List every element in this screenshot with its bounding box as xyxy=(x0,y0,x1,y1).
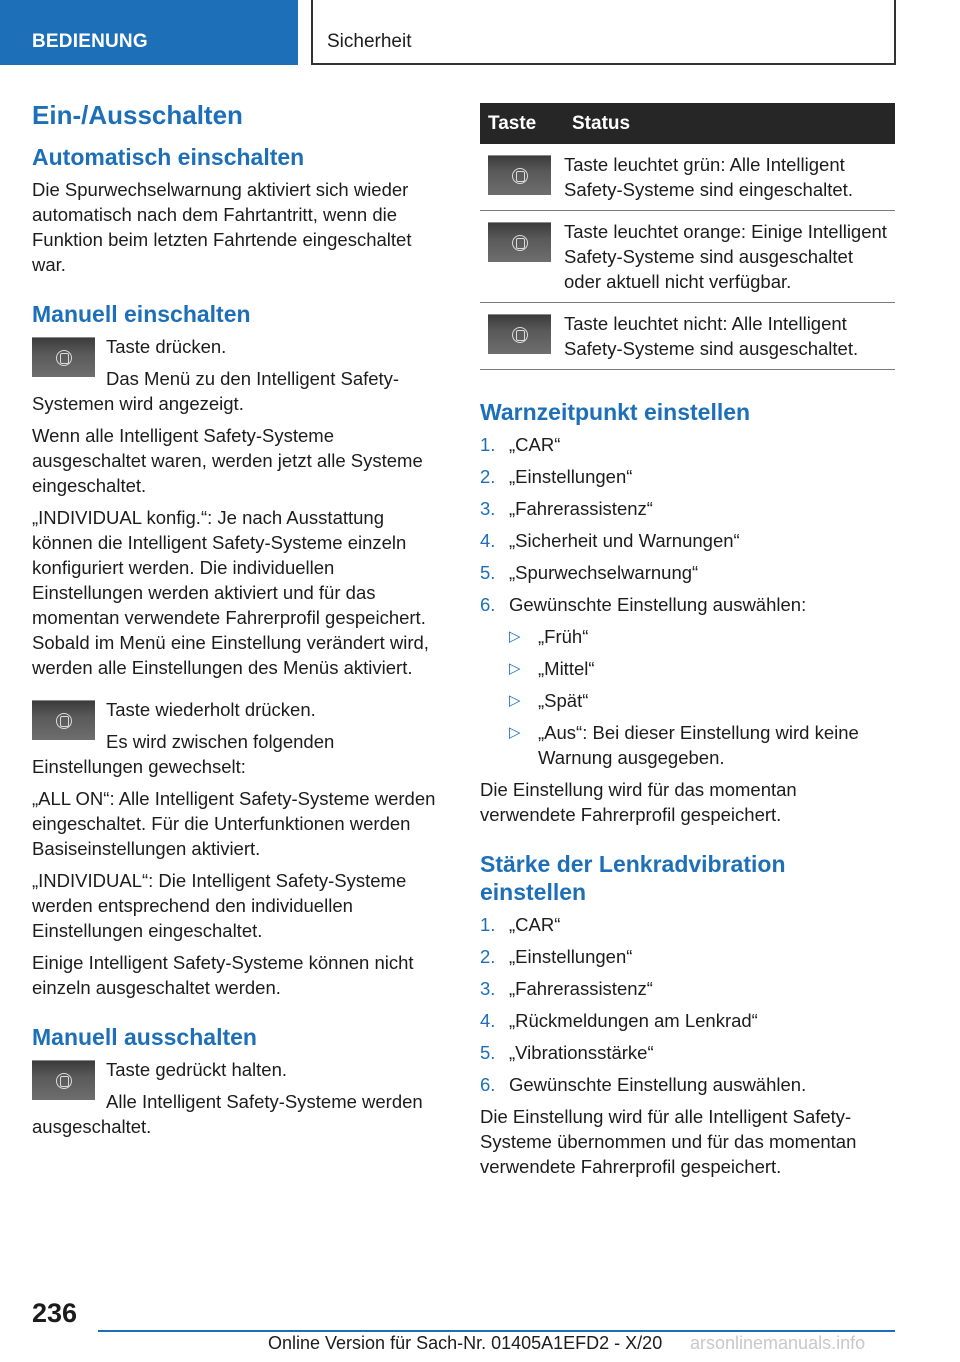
heading-lenkradvibration: Stärke der Lenkradvibration einstellen xyxy=(480,851,786,906)
table-cell-key xyxy=(480,211,564,303)
option-item xyxy=(509,624,895,649)
section-title: BEDIENUNG xyxy=(32,31,148,52)
table-cell-status: Taste leuchtet grün: Alle Intelligent Safety-Systeme sind eingeschaltet. xyxy=(564,144,895,211)
list-item xyxy=(480,1040,895,1065)
list-item xyxy=(480,592,895,770)
option-item xyxy=(509,656,895,681)
safety-button-image xyxy=(488,314,551,354)
step-number: 6. xyxy=(480,1074,496,1096)
safety-icon xyxy=(512,235,528,251)
table-cell-status: Taste leuchtet orange: Einige Intelligent Safety-Systeme sind ausgeschaltet oder aktuell nicht verfügbar. xyxy=(564,211,895,303)
safety-icon xyxy=(56,350,72,366)
left-column xyxy=(32,100,440,1146)
step-number: 4. xyxy=(480,1010,496,1032)
step-number: 4. xyxy=(480,530,496,552)
watermark: arsonlinemanuals.info xyxy=(690,1333,866,1353)
option-text: „Mittel“ xyxy=(538,658,595,680)
footer-text: Online Version für Sach-Nr. 01405A1EFD2 - X/20 xyxy=(268,1333,663,1353)
steps-list-vibration xyxy=(480,912,895,1097)
key-instruction xyxy=(32,1057,440,1139)
table-cell-key xyxy=(480,144,564,211)
page-number: 236 xyxy=(32,1298,78,1328)
safety-icon xyxy=(56,1073,72,1089)
heading-warnzeitpunkt: Warnzeitpunkt einstellen xyxy=(480,399,751,425)
table-cell-status: Taste leuchtet nicht: Alle Intelligent Safety-Systeme sind ausgeschaltet. xyxy=(564,303,895,370)
table-header-row xyxy=(480,103,895,144)
triangle-bullet-icon: ▷ xyxy=(509,692,521,710)
paragraph: „INDIVIDUAL konfig.“: Je nach Ausstattung können die Intelligent Safety-Systeme einzeln konfiguriert werden. Die individuellen Einstellungen werden aktiviert und für das momentan verwendete Fahrerprofil gespeichert. Sobald im Menü eine Einstellung verändert wird, werden alle Einstellungen des Menüs aktiviert. xyxy=(32,507,429,679)
list-item xyxy=(480,528,895,553)
step-number: 1. xyxy=(480,434,496,456)
step-number: 5. xyxy=(480,562,496,584)
footer-divider xyxy=(98,1330,895,1332)
table-cell-key xyxy=(480,303,564,370)
list-item xyxy=(480,1008,895,1033)
paragraph: „ALL ON“: Alle Intelligent Safety-Systeme werden eingeschaltet. Für die Unterfunktionen werden Basiseinstellungen aktiviert. xyxy=(32,788,436,860)
safety-icon xyxy=(56,713,72,729)
safety-button-image xyxy=(32,337,95,377)
options-list xyxy=(509,624,895,770)
step-number: 5. xyxy=(480,1042,496,1064)
step-number: 3. xyxy=(480,978,496,1000)
safety-button-image xyxy=(488,222,551,262)
list-item xyxy=(480,496,895,521)
paragraph: Wenn alle Intelligent Safety-Systeme ausgeschaltet waren, werden jetzt alle Systeme eingeschaltet. xyxy=(32,425,423,497)
step-text: „CAR“ xyxy=(509,434,561,456)
paragraph: Die Einstellung wird für das momentan verwendete Fahrerprofil gespeichert. xyxy=(480,779,797,826)
table-row xyxy=(480,303,895,370)
step-text: Gewünschte Einstellung auswählen: xyxy=(509,594,807,616)
heading-manuell-einschalten: Manuell einschalten xyxy=(32,301,251,328)
key-instruction xyxy=(32,334,440,416)
list-item xyxy=(480,1072,895,1097)
section-tab xyxy=(0,0,298,65)
paragraph: Die Einstellung wird für alle Intelligent Safety-Systeme übernommen und für das momentan verwendete Fahrerprofil gespeichert. xyxy=(480,1106,857,1178)
step-text: „Rückmeldungen am Lenkrad“ xyxy=(509,1010,758,1032)
safety-button-image xyxy=(488,155,551,195)
paragraph: Einige Intelligent Safety-Systeme können nicht einzeln ausgeschaltet werden. xyxy=(32,952,414,999)
step-text: „Fahrerassistenz“ xyxy=(509,498,653,520)
option-item xyxy=(509,720,895,770)
list-item xyxy=(480,432,895,457)
list-item xyxy=(480,944,895,969)
paragraph: Die Spurwechselwarnung aktiviert sich wieder automatisch nach dem Fahrtantritt, wenn die Funktion beim letzten Fahrtende eingeschaltet war. xyxy=(32,179,412,276)
list-item xyxy=(480,912,895,937)
paragraph: Alle Intelligent Safety-Systeme werden ausgeschaltet. xyxy=(32,1091,423,1138)
step-text: „Vibrationsstärke“ xyxy=(509,1042,654,1064)
step-number: 2. xyxy=(480,946,496,968)
list-item xyxy=(480,560,895,585)
paragraph: Es wird zwischen folgenden Einstellungen gewechselt: xyxy=(32,731,335,778)
safety-icon xyxy=(512,168,528,184)
column-header-status: Status xyxy=(564,103,895,144)
triangle-bullet-icon: ▷ xyxy=(509,628,521,646)
paragraph: Taste drücken. xyxy=(106,336,227,358)
steps-list-warn xyxy=(480,432,895,770)
step-text: Gewünschte Einstellung auswählen. xyxy=(509,1074,807,1096)
key-instruction xyxy=(32,697,440,779)
option-text: „Früh“ xyxy=(538,626,589,648)
step-text: „Spurwechselwarnung“ xyxy=(509,562,699,584)
column-header-key: Taste xyxy=(480,103,564,144)
step-number: 3. xyxy=(480,498,496,520)
paragraph: „INDIVIDUAL“: Die Intelligent Safety-Systeme werden entsprechend den individuellen Einstellungen eingeschaltet. xyxy=(32,870,407,942)
paragraph: Taste wiederholt drücken. xyxy=(106,699,316,721)
table-row xyxy=(480,211,895,303)
step-text: „Fahrerassistenz“ xyxy=(509,978,653,1000)
heading-automatisch: Automatisch einschalten xyxy=(32,144,305,171)
heading-ein-ausschalten: Ein-/Ausschalten xyxy=(32,100,243,130)
option-text: „Aus“: Bei dieser Einstellung wird keine Warnung ausgegeben. xyxy=(538,722,859,769)
safety-button-image xyxy=(32,1060,95,1100)
step-text: „Sicherheit und Warnungen“ xyxy=(509,530,740,552)
step-text: „CAR“ xyxy=(509,914,561,936)
option-text: „Spät“ xyxy=(538,690,589,712)
table-row xyxy=(480,144,895,211)
step-number: 1. xyxy=(480,914,496,936)
status-table xyxy=(480,103,895,370)
paragraph: Das Menü zu den Intelligent Safety-Systemen wird angezeigt. xyxy=(32,368,400,415)
heading-manuell-ausschalten: Manuell ausschalten xyxy=(32,1024,257,1051)
option-item xyxy=(509,688,895,713)
step-text: „Einstellungen“ xyxy=(509,466,633,488)
step-number: 2. xyxy=(480,466,496,488)
chapter-title: Sicherheit xyxy=(327,31,412,52)
right-column xyxy=(480,103,895,1186)
safety-icon xyxy=(512,327,528,343)
list-item xyxy=(480,464,895,489)
step-number: 6. xyxy=(480,594,496,616)
list-item xyxy=(480,976,895,1001)
safety-button-image xyxy=(32,700,95,740)
paragraph: Taste gedrückt halten. xyxy=(106,1059,287,1081)
chapter-tab xyxy=(311,0,896,65)
step-text: „Einstellungen“ xyxy=(509,946,633,968)
triangle-bullet-icon: ▷ xyxy=(509,724,521,742)
triangle-bullet-icon: ▷ xyxy=(509,660,521,678)
